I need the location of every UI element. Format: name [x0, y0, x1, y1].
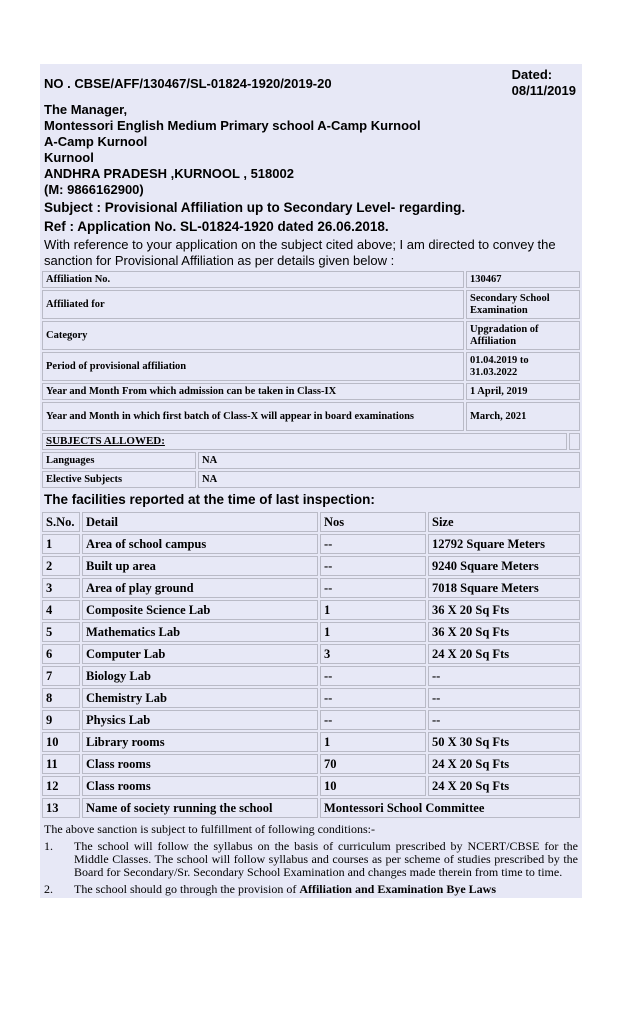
cell-size: 36 X 20 Sq Fts [428, 600, 580, 620]
cell-sno: 2 [42, 556, 80, 576]
table-row [42, 754, 580, 774]
affiliation-value: 1 April, 2019 [466, 383, 580, 400]
cell-detail: Chemistry Lab [82, 688, 318, 708]
affiliation-value: Secondary School Examination [466, 290, 580, 319]
cell-detail: Name of society running the school [82, 798, 318, 818]
dated-label: Dated: [511, 67, 553, 82]
subject-label: Elective Subjects [42, 471, 196, 488]
table-row [42, 402, 580, 431]
table-row [42, 452, 580, 469]
condition-item [40, 881, 582, 898]
subject-value: NA [198, 452, 580, 469]
table-row [42, 534, 580, 554]
column-header: S.No. [42, 512, 80, 532]
cell-size: 24 X 20 Sq Fts [428, 754, 580, 774]
affiliation-label: Affiliation No. [42, 271, 464, 288]
cell-detail: Mathematics Lab [82, 622, 318, 642]
subject-value: NA [198, 471, 580, 488]
condition-text [74, 883, 578, 896]
table-row [42, 433, 580, 450]
reference-number: NO . CBSE/AFF/130467/SL-01824-1920/2019-20 [44, 76, 332, 91]
column-header: Size [428, 512, 580, 532]
cell-sno: 4 [42, 600, 80, 620]
cell-detail: Physics Lab [82, 710, 318, 730]
affiliation-label: Period of provisional affiliation [42, 352, 464, 381]
cell-size: 24 X 20 Sq Fts [428, 776, 580, 796]
affiliation-table [40, 269, 582, 433]
cell-detail: Class rooms [82, 754, 318, 774]
cell-nos: -- [320, 688, 426, 708]
cell-sno: 3 [42, 578, 80, 598]
condition-text: The school will follow the syllabus on the basis of curriculum prescribed by NCERT/CBSE for the Middle Classes. The school will follow syllabus and courses as per scheme of studies prescribed by the Board for Secondary/Sr. Secondary School Examination and changes made therein from time to time. [74, 839, 578, 879]
cell-detail: Area of school campus [82, 534, 318, 554]
cell-nos: 70 [320, 754, 426, 774]
cell-sno: 11 [42, 754, 80, 774]
subjects-heading: SUBJECTS ALLOWED: [46, 435, 165, 447]
cell-detail: Built up area [82, 556, 318, 576]
date-block [512, 67, 576, 99]
cell-detail: Area of play ground [82, 578, 318, 598]
cell-detail: Class rooms [82, 776, 318, 796]
intro-paragraph: With reference to your application on the subject cited above; I am directed to convey the sanction for Provisional Affiliation as per details given below : [44, 237, 556, 268]
facilities-table [40, 510, 582, 820]
cell-size: 7018 Square Meters [428, 578, 580, 598]
cell-sno: 13 [42, 798, 80, 818]
column-header: Nos [320, 512, 426, 532]
table-row [42, 666, 580, 686]
address-line: Kurnool [44, 150, 94, 165]
cell-size: 24 X 20 Sq Fts [428, 644, 580, 664]
cell-sno: 6 [42, 644, 80, 664]
cell-nos: -- [320, 666, 426, 686]
conditions-intro: The above sanction is subject to fulfillment of following conditions:- [44, 822, 375, 836]
cell-sno: 8 [42, 688, 80, 708]
table-row [42, 352, 580, 381]
empty-cell [569, 433, 580, 450]
condition-number: 2. [44, 882, 53, 896]
condition-item [40, 838, 582, 881]
cell-detail: Composite Science Lab [82, 600, 318, 620]
dated-value: 08/11/2019 [511, 83, 576, 98]
cell-size: -- [428, 710, 580, 730]
subject-label: Languages [42, 452, 196, 469]
cell-society-name: Montessori School Committee [320, 798, 580, 818]
affiliation-label: Year and Month From which admission can be taken in Class-IX [42, 383, 464, 400]
cell-size: 12792 Square Meters [428, 534, 580, 554]
affiliation-label: Affiliated for [42, 290, 464, 319]
condition-text-plain: The school should go through the provision of [74, 883, 300, 896]
cell-nos: -- [320, 710, 426, 730]
cell-size: 36 X 20 Sq Fts [428, 622, 580, 642]
affiliation-value: 01.04.2019 to 31.03.2022 [466, 352, 580, 381]
subject-line: Subject : Provisional Affiliation up to Secondary Level- regarding. [44, 200, 466, 215]
affiliation-value: March, 2021 [466, 402, 580, 431]
table-header-row [42, 512, 580, 532]
recipient-address [40, 102, 582, 198]
cell-detail: Computer Lab [82, 644, 318, 664]
affiliation-label: Category [42, 321, 464, 350]
cell-sno: 5 [42, 622, 80, 642]
table-row [42, 471, 580, 488]
affiliation-value: 130467 [466, 271, 580, 288]
cell-size: 50 X 30 Sq Fts [428, 732, 580, 752]
cell-nos: 3 [320, 644, 426, 664]
cell-nos: -- [320, 534, 426, 554]
cell-sno: 12 [42, 776, 80, 796]
cell-nos: 10 [320, 776, 426, 796]
cell-sno: 9 [42, 710, 80, 730]
cell-nos: -- [320, 578, 426, 598]
facilities-body [42, 534, 580, 796]
table-row [42, 321, 580, 350]
cell-nos: 1 [320, 622, 426, 642]
condition-text-bold: Affiliation and Examination Bye Laws [299, 883, 497, 896]
table-row [42, 732, 580, 752]
cell-sno: 7 [42, 666, 80, 686]
cell-nos: 1 [320, 600, 426, 620]
letter-header [40, 64, 582, 102]
affiliation-letter [40, 64, 582, 898]
cell-sno: 1 [42, 534, 80, 554]
table-row [42, 556, 580, 576]
cell-nos: -- [320, 556, 426, 576]
cell-detail: Library rooms [82, 732, 318, 752]
affiliation-value: Upgradation of Affiliation [466, 321, 580, 350]
condition-number: 1. [44, 839, 53, 853]
subjects-table [40, 431, 582, 490]
table-row [42, 798, 580, 818]
address-line: (M: 9866162900) [44, 182, 144, 197]
table-row [42, 622, 580, 642]
column-header: Detail [82, 512, 318, 532]
cell-sno: 10 [42, 732, 80, 752]
address-line: ANDHRA PRADESH ,KURNOOL , 518002 [44, 166, 294, 181]
cell-detail: Biology Lab [82, 666, 318, 686]
address-line: The Manager, [44, 102, 128, 117]
table-row [42, 776, 580, 796]
table-row [42, 688, 580, 708]
table-row [42, 290, 580, 319]
table-row [42, 600, 580, 620]
table-row [42, 383, 580, 400]
subjects-heading-cell [42, 433, 567, 450]
table-row [42, 578, 580, 598]
affiliation-label: Year and Month in which first batch of Class-X will appear in board examinations [42, 402, 464, 431]
cell-size: 9240 Square Meters [428, 556, 580, 576]
facilities-title: The facilities reported at the time of last inspection: [44, 492, 375, 507]
address-line: Montessori English Medium Primary school A-Camp Kurnool [44, 118, 421, 133]
reference-line: Ref : Application No. SL-01824-1920 dated 26.06.2018. [44, 219, 389, 234]
cell-size: -- [428, 688, 580, 708]
table-row [42, 710, 580, 730]
address-line: A-Camp Kurnool [44, 134, 148, 149]
cell-nos: 1 [320, 732, 426, 752]
table-row [42, 271, 580, 288]
table-row [42, 644, 580, 664]
cell-size: -- [428, 666, 580, 686]
